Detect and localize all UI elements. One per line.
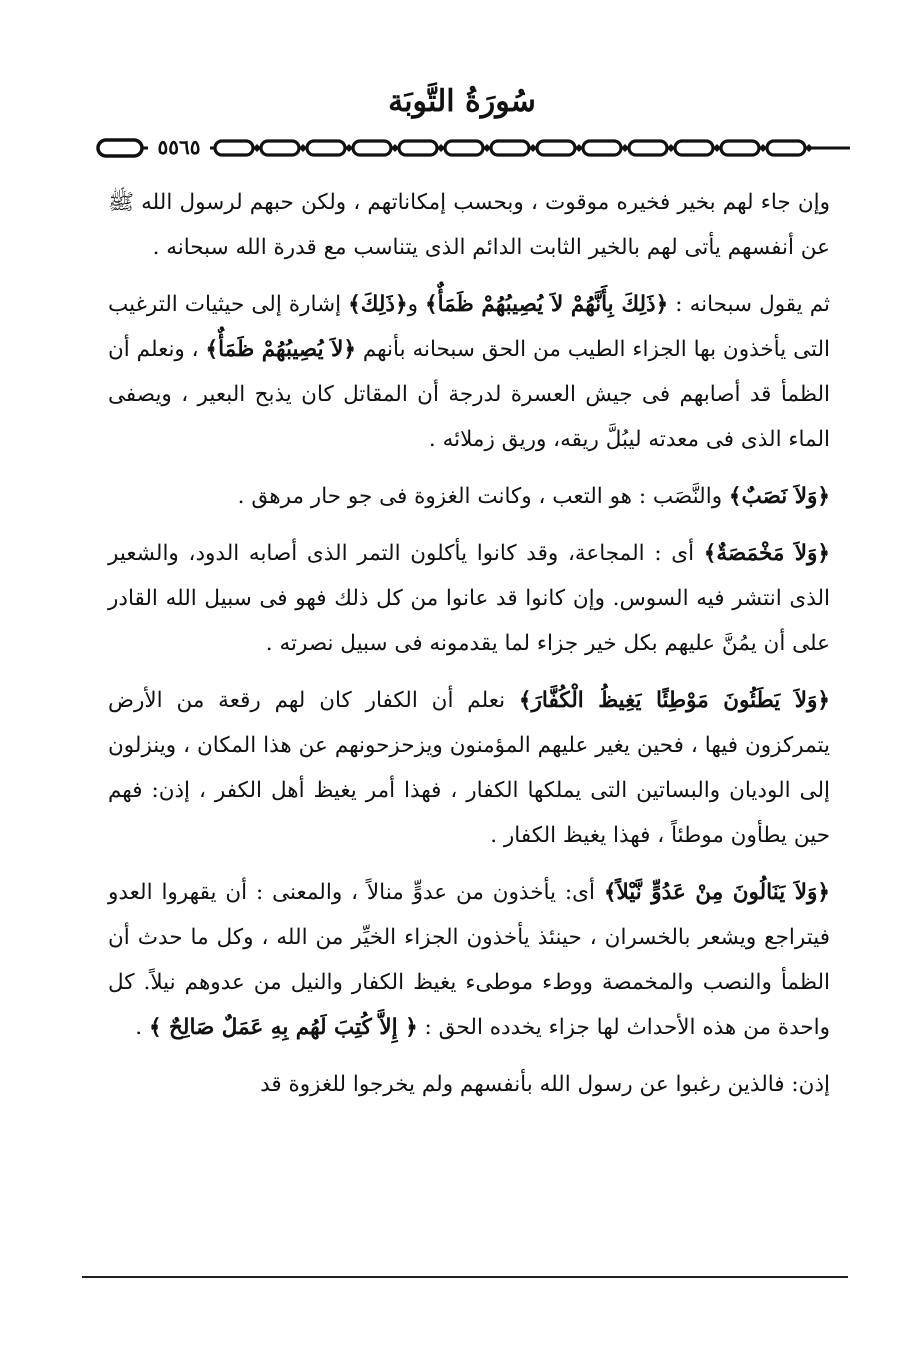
text-segment: أى : المجاعة، وقد كانوا يأكلون التمر الذى أصابه الدود، والشعير الذى انتشر فيه السوس. وإن كانوا قد عانوا من كل ذلك فهو فى سبيل الله القادر على أن يمُنَّ عليهم بكل خير جزاء لما يقدمونه فى سبيل نصرته . — [108, 541, 830, 656]
text-segment: وإن جاء لهم بخير فخيره موقوت ، وبحسب إمكاناتهم ، ولكن حبهم لرسول الله ﷺ عن أنفسهم يأتى لهم بالخير الثابت الدائم الذى يتناسب مع قدرة الله سبحانه . — [108, 190, 830, 260]
text-segment: إشارة إلى حيثيات الترغيب التى يأخذون بها الجزاء الطيب من الحق سبحانه بأنهم — [108, 292, 831, 362]
paragraph — [108, 870, 830, 1050]
paragraph — [108, 474, 830, 519]
quran-quote: ﴿ذَلِكَ بِأَنَّهُمْ لاَ يُصِيبُهُمْ ظَمَأٌ﴾ — [425, 292, 669, 317]
bottom-rule — [82, 1276, 848, 1278]
quran-quote: ﴿وَلاَ يَنَالُونَ مِنْ عَدُوٍّ نَّيْلاً﴾ — [603, 880, 830, 905]
quran-quote: ﴿ذَلِكَ﴾ — [348, 292, 408, 317]
text-segment: ثم يقول سبحانه : — [668, 292, 831, 317]
text-segment: و — [407, 292, 426, 317]
paragraph — [108, 531, 830, 666]
quran-quote: ﴿لاَ يُصِيبُهُمْ ظَمَأٌ﴾ — [205, 337, 356, 362]
quran-quote: ﴿وَلاَ نَصَبٌ﴾ — [728, 484, 830, 509]
text-segment: ، ونعلم أن الظمأ قد أصابهم فى جيش العسرة لدرجة أن المقاتل كان يذبح البعير ، ويصفى الماء الذى فى معدته ليبُلَّ ريقه، وريق زملائه . — [108, 337, 830, 452]
quran-quote: ﴿ إِلاَّ كُتِبَ لَهُم بِهِ عَمَلٌ صَالِحٌ ﴾ — [148, 1015, 418, 1040]
text-segment: أى: يأخذون من عدوٍّ منالاً ، والمعنى : أن يقهروا العدو فيتراجع ويشعر بالخسران ، حينئذ يأخذون الجزاء الخيِّر من الله ، وكل ما حدث أن الظمأ والنصب والمخمصة ووطء موطىء يغيظ الكفار والنيل من عدوهم نيلاً. كل واحدة من هذه الأحداث لها جزاء يخدده الحق : — [108, 880, 830, 1040]
paragraph — [108, 180, 830, 270]
paragraph — [108, 678, 830, 858]
text-segment: إذن: فالذين رغبوا عن رسول الله بأنفسهم ولم يخرجوا للغزوة قد — [260, 1072, 830, 1097]
quran-quote: ﴿وَلاَ يَطَئُونَ مَوْطِئًا يَغِيظُ الْكُفَّارَ﴾ — [518, 688, 830, 713]
paragraph — [108, 1062, 830, 1107]
text-segment: والنَّصَب : هو التعب ، وكانت الغزوة فى جو حار مرهق . — [237, 484, 729, 509]
surah-title: سُورَةُ التَّوبَة — [388, 84, 536, 119]
page-number: ٥٥٦٥ — [148, 131, 210, 163]
paragraph — [108, 282, 830, 462]
body-text — [108, 180, 830, 1119]
text-segment: نعلم أن الكفار كان لهم رقعة من الأرض يتمركزون فيها ، فحين يغير عليهم المؤمنون ويزحزحونهم عن هذا المكان ، وينزلون إلى الوديان والبساتين التى يملكها الكفار ، فهذا أمر يغيظ أهل الكفر ، إذن: فهم حين يطأون موطئاً ، فهذا يغيظ الكفار . — [108, 688, 830, 848]
quran-quote: ﴿وَلاَ مَخْمَصَةٌ﴾ — [703, 541, 830, 566]
text-segment: . — [135, 1015, 149, 1040]
